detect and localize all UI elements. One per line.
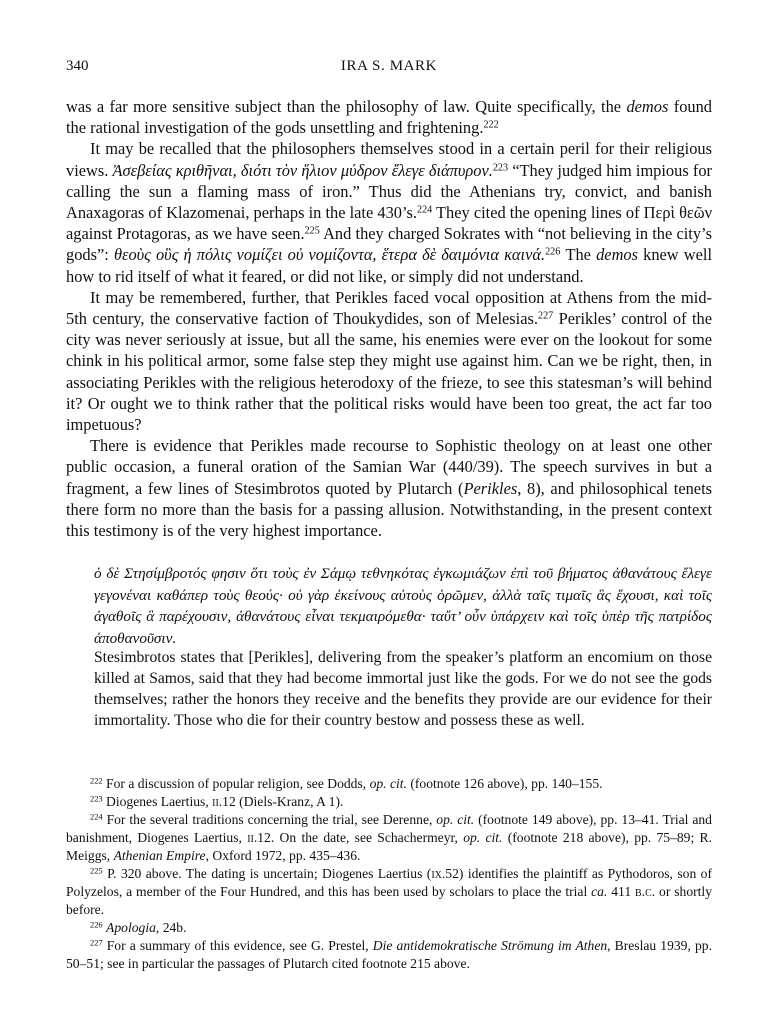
main-text: [66, 96, 712, 541]
footnote-ref-223: 223: [492, 162, 509, 174]
page-header: [66, 58, 712, 82]
footnote-222: $^{222}$ For a discussion of popular religion, see Dodds, op. cit. (footnote 126 above), pp. 140–155.: [90, 775, 603, 791]
footnote-224: $^{224}$ For the several traditions concerning the trial, see Derenne, op. cit. (footnote 149 above), pp. 13–41. Trial and banishment, Diogenes Laertius, ii.12. On the date, see Schachermeyr, op. cit. (footnote 218 above), pp. 75–89; R. Meiggs, Athenian Empire, Oxford 1972, pp. 435–436.: [66, 811, 712, 863]
greek-phrase: θεοὺς οὓς ἡ πόλις νομίζει οὐ νομίζοντα, ἕτερα δὲ δαιμόνια καινά.: [113, 245, 546, 265]
footnote-ref-225: 225: [304, 225, 320, 237]
paragraph-3: It may be remembered, further, that Perikles faced vocal opposition at Athens from the mid-5th century, the conservative faction of Thoukydides, son of Melesias.$^{227}$ Perikles’ control of the city was never seriously at issue, but all the same, his enemies were ever on the lookout for some chink in his political armor, some false step they might use against him. Can we be right, then, in associating Perikles with the religious heterodoxy of the frieze, to see this statesman’s will behind it? Or ought we to think rather that the political risks would have been too great, the act far too impetuous?: [66, 287, 713, 435]
footnote-227: $^{227}$ For a summary of this evidence, see G. Prestel, Die antidemokratische Strömung im Athen, Breslau 1939, pp. 50–51; see in particular the passages of Plutarch cited footnote 215 above.: [66, 937, 712, 971]
footnote-ref-227: 227: [537, 310, 554, 322]
footnote-223: $^{223}$ Diogenes Laertius, ii.12 (Diels-Kranz, A 1).: [90, 793, 344, 809]
footnote-ref-226: 226: [545, 246, 561, 258]
paragraph-1: was a far more sensitive subject than the philosophy of law. Quite specifically, the demos found the rational investigation of the gods unsettling and frightening.$^{222}$: [66, 97, 712, 138]
greek-block-quote: ὁ δὲ Στησίμβροτός φησιν ὅτι τοὺς ἐν Σάμῳ τεθνηκότας ἐγκωμιάζων ἐπὶ τοῦ βήματος ἀθανάτους ἔλεγε γεγονέναι καθάπερ τοὺς θεούς· οὐ γὰρ ἐκείνους αὐτοὺς ὁρῶμεν, ἀλλὰ ταῖς τιμαῖς ἃς ἔχουσι, καὶ τοῖς ἀγαθοῖς ἃ παρέχουσιν, ἀθανάτους εἶναι τεκμαιρόμεθα· ταὔτ’ οὖν ὑπάρχειν καὶ τοῖς ὑπὲρ τῆς πατρίδος ἀποθανοῦσιν.: [94, 565, 712, 647]
footnote-ref-224: 224: [416, 204, 433, 216]
footnote-226: $^{226}$ Apologia, 24b.: [90, 919, 187, 935]
running-head: IRA S. MARK: [340, 58, 438, 74]
quote-translation: Stesimbrotos states that [Perikles], delivering from the speaker’s platform an encomium on those killed at Samos, said that they had become immortal just like the gods. For we do not see the gods themselves; rather the honors they receive and the benefits they provide are our evidence for their immortality. Those who die for their country bestow and possess these as well.: [94, 649, 712, 729]
page-number: 340: [66, 58, 89, 74]
paragraph-4: There is evidence that Perikles made recourse to Sophistic theology on at least one other public occasion, a funeral oration of the Samian War (440/39). The speech survives in but a fragment, a few lines of Stesimbrotos quoted by Plutarch (Perikles, 8), and philosophical tenets there form no more than the basis for a passing allusion. Notwithstanding, in the present context this testimony is of the very highest importance.: [66, 436, 712, 541]
paragraph-2: It may be recalled that the philosophers themselves stood in a certain peril for their religious views. Ἀσεβείας κριθῆναι, διότι τὸν ἥλιον μύδρον ἔλεγε διάπυρον.$^{223}$ “They judged him impious for calling the sun a flaming mass of iron.” Thus did the Athenians try, convict, and banish Anaxagoras of Klazomenai, perhaps in the late 430’s.$^{224}$ They cited the opening lines of Περὶ θεῶν against Protagoras, as we have seen.$^{225}$ And they charged Sokrates with “not believing in the city’s gods”: θεοὺς οὓς ἡ πόλις νομίζει οὐ νομίζοντα, ἕτερα δὲ δαιμόνια καινά.$^{226}$ The demos knew well how to rid itself of what it feared, or did not like, or simply did not understand.: [66, 139, 713, 286]
greek-phrase: Περὶ θεῶν: [643, 203, 713, 223]
footnote-ref-222: 222: [483, 119, 499, 131]
footnote-225: $^{225}$ P. 320 above. The dating is uncertain; Diogenes Laertius (ix.52) identifies the plaintiff as Pythodoros, son of Polyzelos, a member of the Four Hundred, and this has been used by scholars to place the trial ca. 411 b.c. or shortly before.: [66, 865, 713, 917]
footnotes: [66, 775, 712, 973]
greek-phrase: Ἀσεβείας κριθῆναι, διότι τὸν ἥλιον μύδρον ἔλεγε διάπυρον.: [112, 160, 493, 180]
